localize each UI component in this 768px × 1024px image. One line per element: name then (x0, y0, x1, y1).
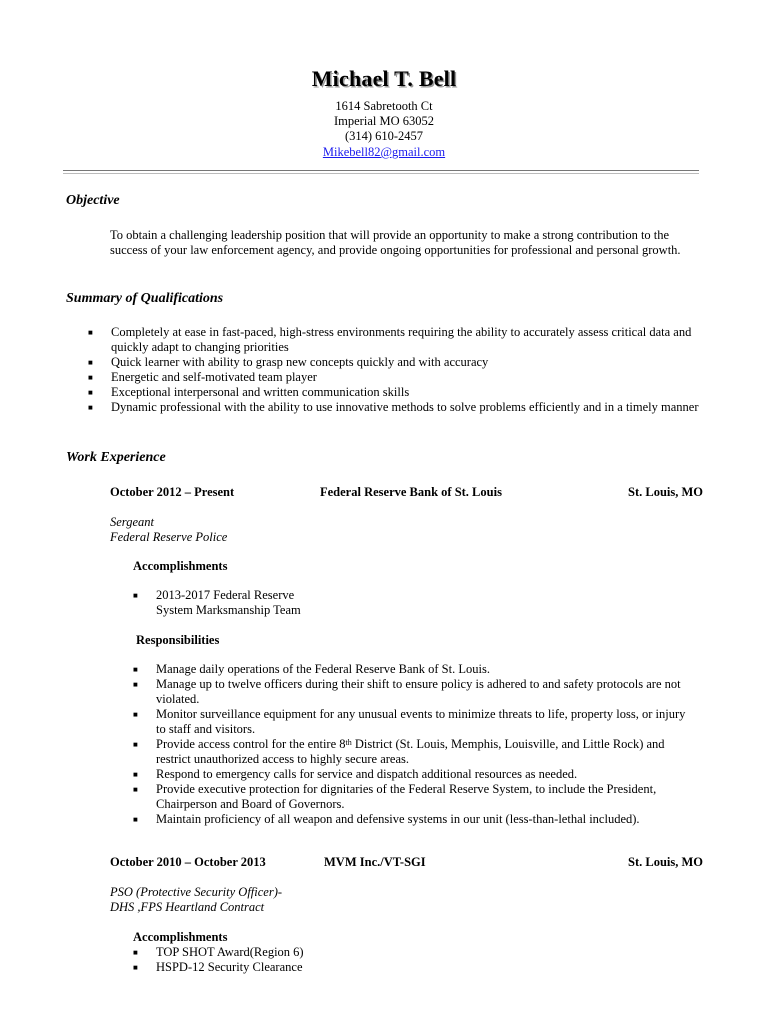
list-item: ■ TOP SHOT Award(Region 6) (133, 945, 304, 959)
list-item: ■ Provide access control for the entire 8th District (St. Louis, Memphis, Louisville, and Little Rock) and restrict unauthorized access to highly secure areas. (133, 737, 665, 766)
job-2-accomplishments-list (132, 945, 432, 975)
bullet-icon: ■ (133, 785, 138, 794)
list-item: ■ Energetic and self-motivated team player (88, 370, 317, 384)
list-item: ■ HSPD-12 Security Clearance (133, 960, 303, 974)
bullet-icon: ■ (88, 388, 93, 397)
bullet-icon: ■ (133, 680, 138, 689)
work-heading: Work Experience (66, 450, 166, 465)
bullet-icon: ■ (133, 740, 138, 749)
bullet-icon: ■ (88, 403, 93, 412)
job-1-location: St. Louis, MO (628, 485, 704, 499)
email-row (0, 145, 768, 160)
list-item: ■ Exceptional interpersonal and written communication skills (88, 385, 410, 399)
job-1-accomplishments-heading: Accomplishments (133, 559, 228, 573)
bullet-icon: ■ (133, 948, 138, 957)
header-divider (63, 170, 699, 174)
address-city: Imperial MO 63052 (334, 114, 434, 128)
bullet-icon: ■ (133, 591, 138, 600)
list-item: ■ Provide executive protection for dignitaries of the Federal Reserve System, to include the President, Chairperson and Board of Governors. (133, 782, 657, 811)
job-1-accomplishments-list (132, 588, 432, 618)
bullet-icon: ■ (133, 710, 138, 719)
job-2-title: PSO (Protective Security Officer)- DHS ,FPS Heartland Contract (110, 885, 283, 914)
phone-number: (314) 610-2457 (344, 129, 424, 143)
list-item: ■ Maintain proficiency of all weapon and defensive systems in our unit (less-than-lethal included). (133, 812, 640, 826)
bullet-icon: ■ (88, 328, 93, 337)
job-1-dates: October 2012 – Present (110, 485, 235, 499)
job-1-responsibilities-list (132, 662, 712, 827)
objective-text (110, 228, 710, 258)
summary-heading: Summary of Qualifications (66, 291, 224, 306)
bullet-icon: ■ (88, 373, 93, 382)
list-item: ■ Manage up to twelve officers during their shift to ensure policy is adhered to and safety protocols are not violated. (133, 677, 681, 706)
objective-line-1: To obtain a challenging leadership position that will provide an opportunity to make a strong contribution to the (110, 228, 670, 242)
resume-name: Michael T. Bell (311, 66, 457, 91)
summary-list (87, 325, 717, 415)
job-2-employer: MVM Inc./VT-SGI (324, 855, 426, 869)
job-1-title: Sergeant Federal Reserve Police (110, 515, 228, 544)
job-2-dates: October 2010 – October 2013 (110, 855, 266, 869)
objective-line-2: success of your law enforcement agency, and provide ongoing opportunities for professional and personal growth. (110, 243, 681, 257)
list-item: ■ Completely at ease in fast-paced, high-stress environments requiring the ability to accurately assess critical data and quickly adapt to changing priorities (88, 325, 692, 354)
list-item: ■ Quick learner with ability to grasp new concepts quickly and with accuracy (88, 355, 489, 369)
job-1-responsibilities-heading: Responsibilities (136, 633, 220, 647)
list-item: ■ Respond to emergency calls for service and dispatch additional resources as needed. (133, 767, 578, 781)
bullet-icon: ■ (133, 963, 138, 972)
bullet-icon: ■ (133, 815, 138, 824)
list-item: ■ Dynamic professional with the ability to use innovative methods to solve problems efficiently and in a timely manner (88, 400, 699, 414)
job-2-location: St. Louis, MO (628, 855, 704, 869)
bullet-icon: ■ (133, 665, 138, 674)
bullet-icon: ■ (133, 770, 138, 779)
list-item: ■ 2013-2017 Federal Reserve System Marksmanship Team (133, 588, 301, 617)
job-2-accomplishments-heading: Accomplishments (133, 930, 228, 944)
address-street: 1614 Sabretooth Ct (335, 99, 433, 113)
objective-heading: Objective (66, 193, 120, 208)
email-link[interactable]: Mikebell82@gmail.com (322, 145, 446, 159)
list-item: ■ Manage daily operations of the Federal Reserve Bank of St. Louis. (133, 662, 490, 676)
job-1-employer: Federal Reserve Bank of St. Louis (320, 485, 502, 499)
list-item: ■ Monitor surveillance equipment for any unusual events to minimize threats to life, property loss, or injury to staff and visitors. (133, 707, 686, 736)
bullet-icon: ■ (88, 358, 93, 367)
